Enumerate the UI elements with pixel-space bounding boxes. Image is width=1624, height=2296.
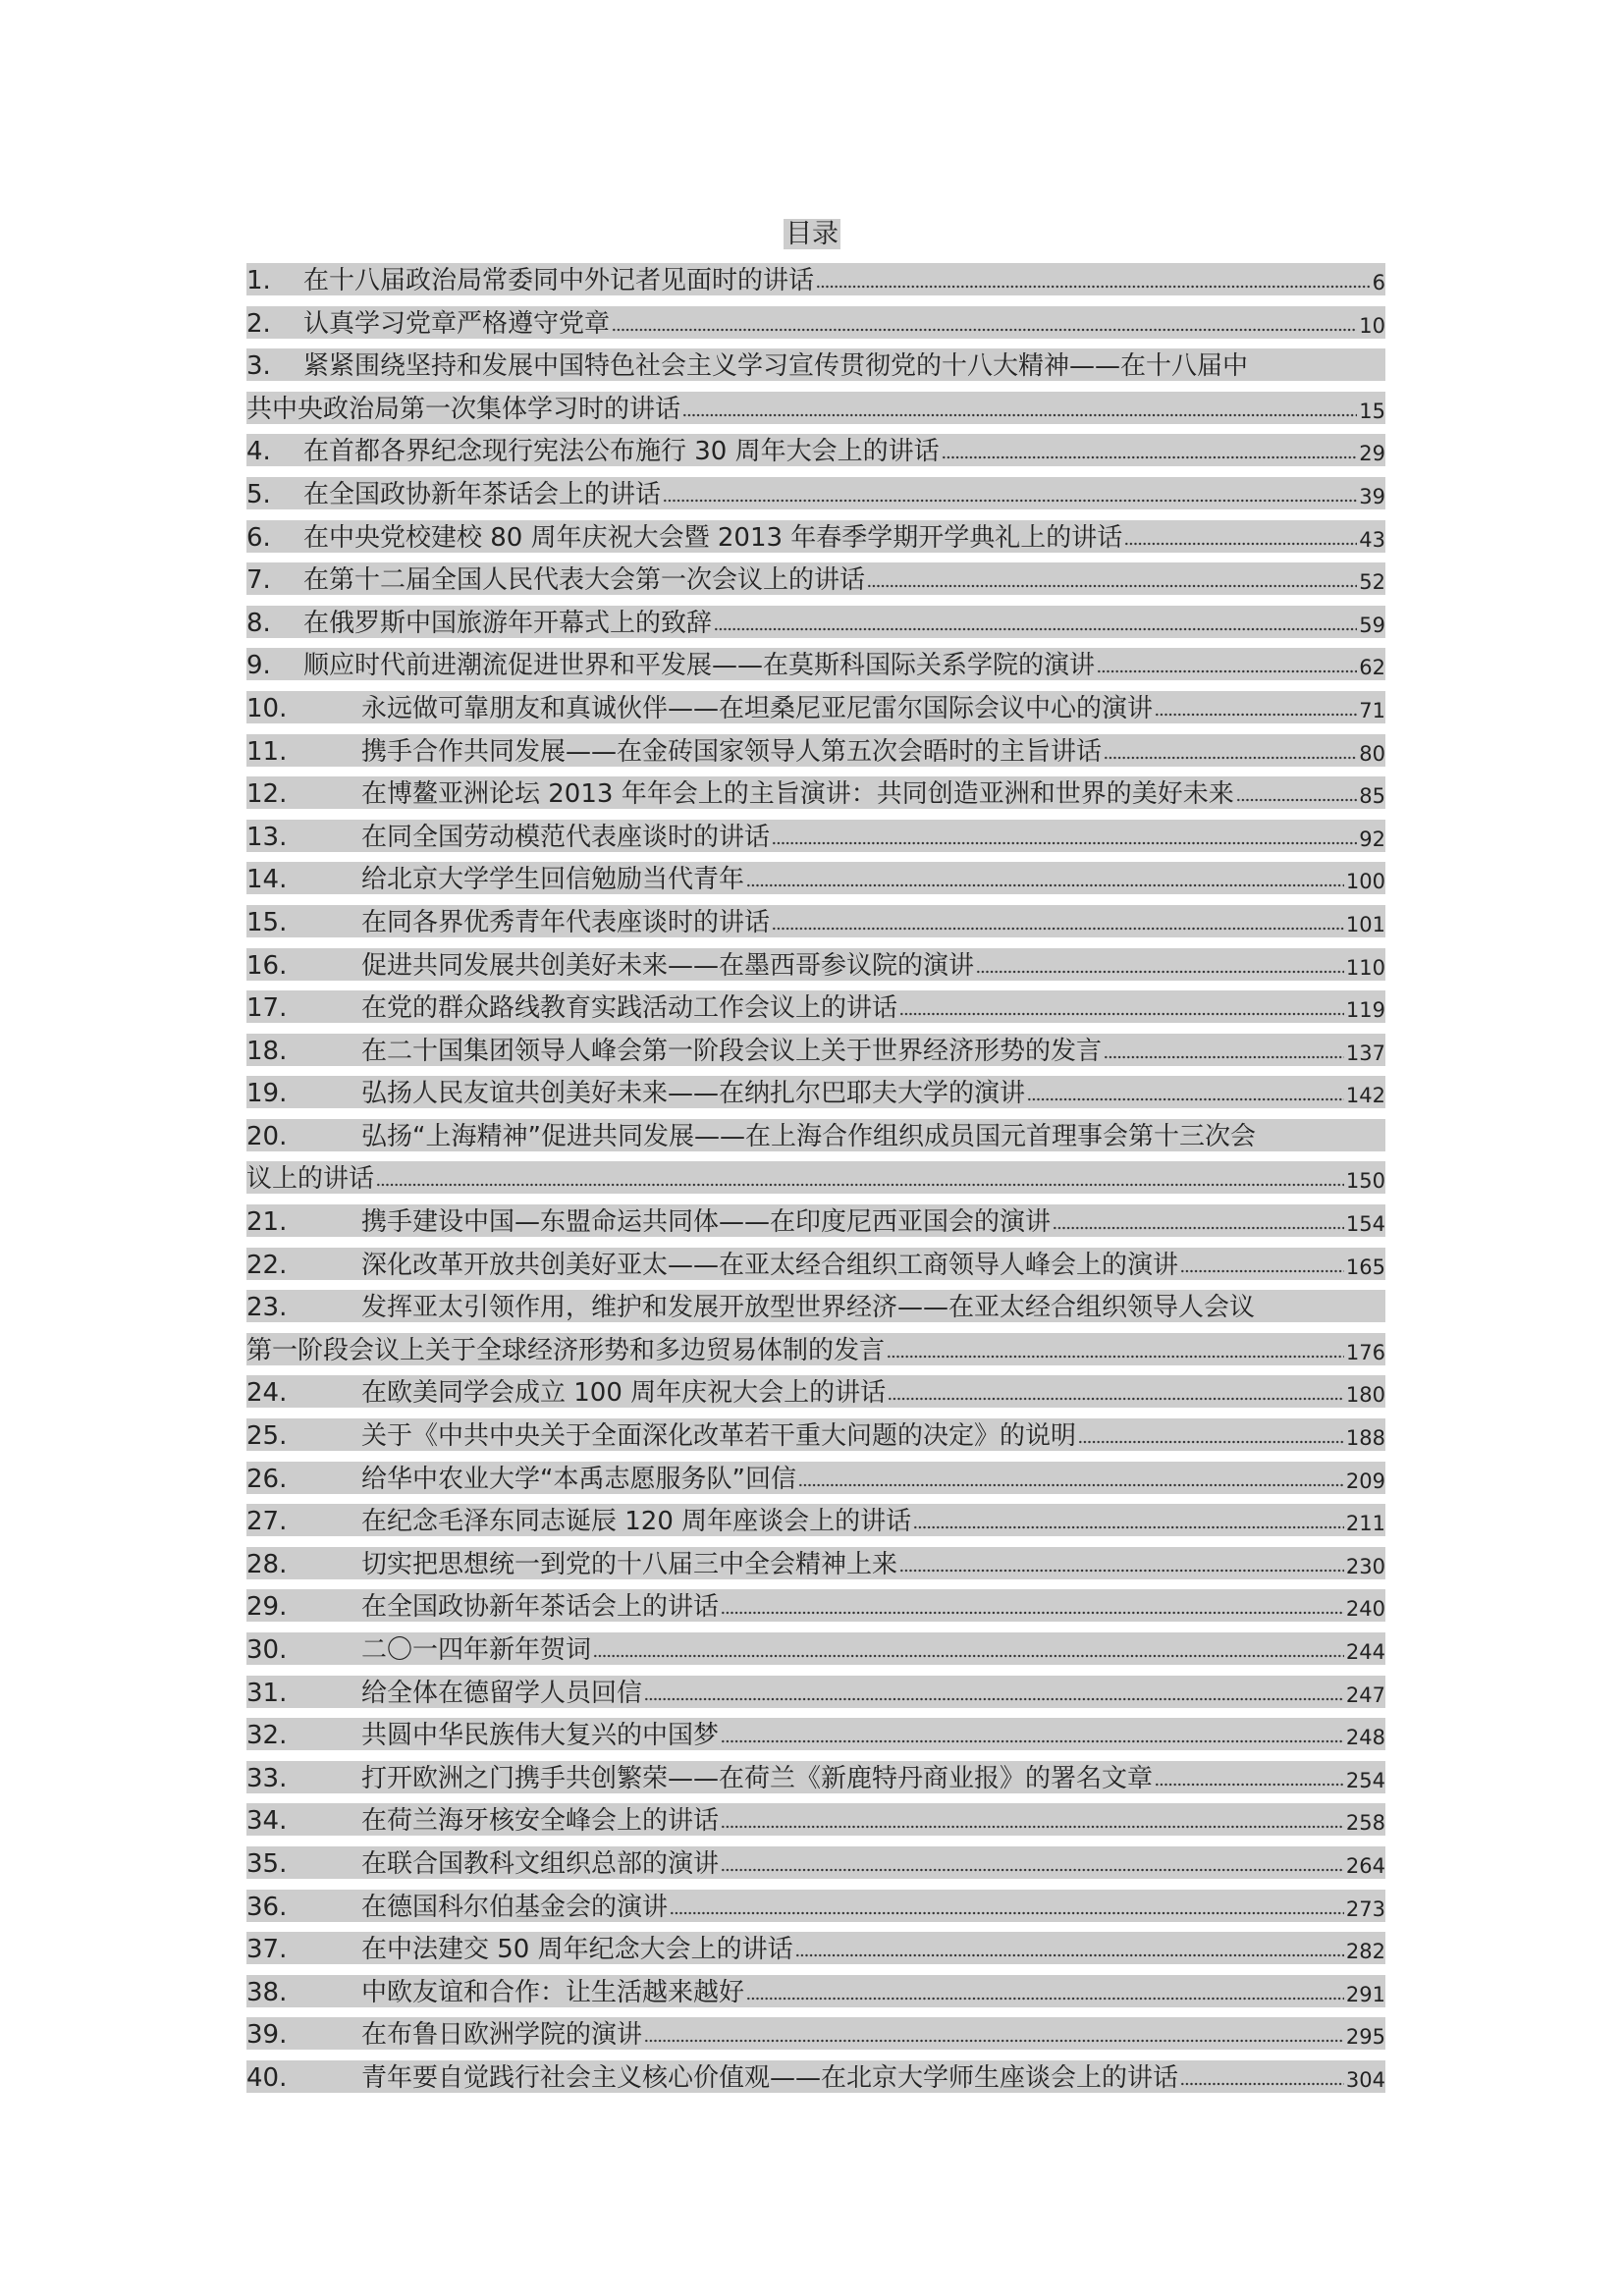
entry-title: 在荷兰海牙核安全峰会上的讲话 (361, 1806, 720, 1837)
toc-entry-row (246, 948, 1385, 981)
toc-entry[interactable] (246, 471, 1385, 514)
page-number: 71 (1359, 698, 1385, 722)
page-number: 188 (1345, 1426, 1385, 1451)
toc-entry[interactable] (246, 300, 1385, 344)
toc-entry-row (246, 1589, 1385, 1622)
entry-title: 紧紧围绕坚持和发展中国特色社会主义学习宣传贯彻党的十八大精神——在十八届中 (303, 351, 1249, 382)
entry-number: 19. (246, 1079, 288, 1109)
toc-entry[interactable] (246, 343, 1385, 386)
page-number: 142 (1345, 1084, 1385, 1108)
entry-number: 22. (246, 1250, 288, 1280)
page-number: 230 (1345, 1554, 1385, 1578)
entry-number: 9. (246, 651, 271, 681)
entry-title: 在党的群众路线教育实践活动工作会议上的讲话 (361, 993, 898, 1024)
dot-leader (976, 969, 1344, 975)
toc-entry-row (246, 648, 1385, 680)
dot-leader (714, 626, 1357, 632)
dot-leader (899, 1568, 1344, 1574)
page-number: 247 (1345, 1682, 1385, 1707)
toc-entry[interactable] (246, 856, 1385, 899)
toc-entry[interactable] (246, 1284, 1385, 1327)
toc-entry-row (246, 434, 1385, 466)
entry-title: 在博鳌亚洲论坛 2013 年年会上的主旨演讲：共同创造亚洲和世界的美好未来 (361, 779, 1234, 810)
entry-number: 15. (246, 907, 288, 937)
toc-entry-row (246, 1161, 1385, 1194)
entry-number: 16. (246, 950, 288, 981)
toc-entry[interactable] (246, 2011, 1385, 2055)
dot-leader (867, 583, 1357, 589)
page-number: 29 (1359, 442, 1385, 466)
toc-entry[interactable] (246, 1199, 1385, 1242)
dot-leader (772, 840, 1357, 846)
toc-entry[interactable] (246, 728, 1385, 772)
dot-leader (746, 882, 1344, 888)
dot-leader (682, 412, 1357, 418)
page-number: 211 (1345, 1512, 1385, 1536)
toc-entry[interactable] (246, 1070, 1385, 1113)
entry-title: 关于《中共中央关于全面深化改革若干重大问题的决定》的说明 (361, 1421, 1077, 1452)
entry-title: 在全国政协新年茶话会上的讲话 (303, 479, 662, 509)
entry-title: 在欧美同学会成立 100 周年庆祝大会上的讲话 (361, 1378, 887, 1409)
page-number: 6 (1372, 271, 1385, 294)
dot-leader (913, 1524, 1344, 1530)
dot-leader (644, 1696, 1344, 1702)
entry-title: 在德国科尔伯基金会的演讲 (361, 1892, 669, 1922)
page-number: 273 (1345, 1896, 1385, 1921)
toc-entry-row (246, 306, 1385, 339)
page-number: 10 (1359, 313, 1385, 338)
toc-entry-row (246, 691, 1385, 723)
toc-entry[interactable] (246, 1926, 1385, 1969)
page-number: 101 (1345, 912, 1385, 936)
toc-entry-row (246, 1846, 1385, 1879)
entry-number: 37. (246, 1935, 288, 1965)
entry-title: 在二十国集团领导人峰会第一阶段会议上关于世界经济形势的发言 (361, 1036, 1103, 1066)
dot-leader (593, 1653, 1344, 1659)
dot-leader (644, 2038, 1344, 2044)
toc-entry-row (246, 1676, 1385, 1708)
toc-entry-row (246, 1076, 1385, 1108)
dot-leader (1180, 2081, 1344, 2087)
toc-entry[interactable] (246, 514, 1385, 558)
toc-entry[interactable] (246, 814, 1385, 857)
toc-entry-row (246, 1975, 1385, 2007)
entry-number: 5. (246, 479, 271, 509)
toc-entry-row (246, 776, 1385, 809)
toc-entry[interactable] (246, 771, 1385, 814)
dot-leader (816, 284, 1371, 290)
entry-number: 14. (246, 865, 288, 895)
page-number: 295 (1345, 2025, 1385, 2050)
dot-leader (1078, 1439, 1344, 1445)
entry-number: 25. (246, 1421, 288, 1452)
entry-number: 27. (246, 1507, 288, 1537)
toc-entry-row (246, 2060, 1385, 2093)
toc-title-text: 目录 (785, 219, 839, 249)
page-number: 59 (1359, 613, 1385, 637)
entry-title: 在全国政协新年茶话会上的讲话 (361, 1592, 720, 1623)
toc-entry-continuation[interactable] (246, 386, 1385, 429)
toc-entry-row (246, 1718, 1385, 1750)
toc-entry-row (246, 1034, 1385, 1066)
page-number: 176 (1345, 1340, 1385, 1364)
dot-leader (721, 1867, 1344, 1873)
page-number: 282 (1345, 1940, 1385, 1964)
page-number: 62 (1359, 656, 1385, 680)
page-number: 110 (1345, 955, 1385, 980)
toc-entry[interactable] (246, 1413, 1385, 1456)
entry-title: 青年要自觉践行社会主义核心价值观——在北京大学师生座谈会上的讲话 (361, 2062, 1179, 2093)
toc-entry[interactable] (246, 1670, 1385, 1713)
page-number: 80 (1359, 741, 1385, 766)
page-number: 254 (1345, 1768, 1385, 1792)
entry-number: 6. (246, 522, 271, 553)
page-number: 100 (1345, 870, 1385, 894)
toc-entry[interactable] (246, 642, 1385, 685)
entry-number: 30. (246, 1635, 288, 1665)
toc-entry-row (246, 1248, 1385, 1280)
toc-entry-row (246, 905, 1385, 937)
dot-leader (746, 1996, 1344, 2002)
toc-entry[interactable] (246, 1712, 1385, 1755)
dot-leader (663, 498, 1357, 504)
toc-entry-row (246, 562, 1385, 595)
toc-entry-row (246, 1803, 1385, 1836)
entry-title: 中欧友谊和合作：让生活越来越好 (361, 1977, 745, 2007)
entry-title: 在十八届政治局常委同中外记者见面时的讲话 (303, 266, 815, 295)
page-number: 39 (1359, 484, 1385, 508)
entry-title: 在中法建交 50 周年纪念大会上的讲话 (361, 1935, 793, 1965)
toc-entry-row (246, 1375, 1385, 1408)
dot-leader (1180, 1268, 1344, 1274)
toc-entry-row (246, 1504, 1385, 1536)
entry-number: 39. (246, 2020, 288, 2051)
entry-number: 29. (246, 1592, 288, 1623)
toc-entry[interactable] (246, 1028, 1385, 1071)
dot-leader (942, 454, 1358, 460)
entry-number: 40. (246, 2062, 288, 2093)
toc-entry[interactable] (246, 1456, 1385, 1499)
toc-entry[interactable] (246, 1498, 1385, 1541)
toc-entry-row (246, 990, 1385, 1023)
toc-entry[interactable] (246, 1541, 1385, 1584)
toc-entry-row (246, 606, 1385, 638)
entry-title: 顺应时代前进潮流促进世界和平发展——在莫斯科国际关系学院的演讲 (303, 651, 1096, 681)
dot-leader (899, 1011, 1344, 1017)
entry-title: 在同各界优秀青年代表座谈时的讲话 (361, 907, 771, 937)
dot-leader (1155, 712, 1357, 718)
toc-entry[interactable] (246, 1969, 1385, 2012)
toc-entry[interactable] (246, 942, 1385, 986)
entry-title: 在首都各界纪念现行宪法公布施行 30 周年大会上的讲话 (303, 437, 940, 467)
dot-leader (376, 1182, 1344, 1188)
toc-entry[interactable] (246, 685, 1385, 728)
entry-title: 在中央党校建校 80 周年庆祝大会暨 2013 年春季学期开学典礼上的讲话 (303, 522, 1123, 553)
entry-number: 20. (246, 1121, 288, 1151)
toc-entry-row (246, 1462, 1385, 1494)
entry-title: 给全体在德留学人员回信 (361, 1678, 643, 1708)
entry-number: 34. (246, 1806, 288, 1837)
entry-number: 23. (246, 1293, 288, 1323)
entry-title: 促进共同发展共创美好未来——在墨西哥参议院的演讲 (361, 950, 975, 981)
dot-leader (1104, 755, 1357, 761)
dot-leader (721, 1824, 1344, 1830)
toc-entry-row (246, 1761, 1385, 1793)
entry-number: 3. (246, 351, 271, 382)
toc-entry[interactable] (246, 1797, 1385, 1841)
entry-number: 18. (246, 1036, 288, 1066)
toc-title (0, 218, 1624, 251)
entry-number: 38. (246, 1977, 288, 2007)
entry-title: 共中央政治局第一次集体学习时的讲话 (246, 394, 681, 424)
entry-title: 携手建设中国—东盟命运共同体——在印度尼西亚国会的演讲 (361, 1207, 1052, 1238)
page-number: 85 (1359, 784, 1385, 809)
entry-title: 携手合作共同发展——在金砖国家领导人第五次会晤时的主旨讲话 (361, 736, 1103, 767)
toc-entry[interactable] (246, 899, 1385, 942)
dot-leader (795, 1952, 1344, 1958)
toc-entry[interactable] (246, 985, 1385, 1028)
entry-number: 21. (246, 1207, 288, 1238)
toc-entry-row (246, 1204, 1385, 1237)
entry-number: 36. (246, 1892, 288, 1922)
dot-leader (772, 926, 1344, 932)
toc-entry-row (246, 2017, 1385, 2050)
page-number: 258 (1345, 1811, 1385, 1836)
toc-entry-row (246, 1290, 1385, 1322)
dot-leader (888, 1396, 1344, 1402)
dot-leader (721, 1610, 1344, 1616)
entry-number: 24. (246, 1378, 288, 1409)
dot-leader (1097, 668, 1357, 674)
entry-number: 7. (246, 565, 271, 596)
entry-title: 发挥亚太引领作用，维护和发展开放型世界经济——在亚太经合组织领导人会议 (361, 1293, 1256, 1323)
toc-entry-row (246, 1547, 1385, 1579)
toc-entry[interactable] (246, 600, 1385, 643)
toc-entry[interactable] (246, 1369, 1385, 1413)
toc-entry[interactable] (246, 1755, 1385, 1798)
entry-number: 4. (246, 437, 271, 467)
dot-leader (721, 1738, 1344, 1744)
page-number: 240 (1345, 1597, 1385, 1622)
toc-entry-continuation[interactable] (246, 1327, 1385, 1370)
toc-entry[interactable] (246, 428, 1385, 471)
toc-entry[interactable] (246, 1627, 1385, 1670)
toc-entry[interactable] (246, 1113, 1385, 1156)
entry-title: 认真学习党章严格遵守党章 (303, 308, 611, 339)
entry-number: 28. (246, 1549, 288, 1579)
entry-title: 二〇一四年新年贺词 (361, 1635, 592, 1665)
entry-title: 在第十二届全国人民代表大会第一次会议上的讲话 (303, 565, 866, 596)
dot-leader (798, 1482, 1344, 1488)
entry-title: 共圆中华民族伟大复兴的中国梦 (361, 1721, 720, 1751)
toc-entry-row (246, 263, 1385, 295)
entry-title: 深化改革开放共创美好亚太——在亚太经合组织工商领导人峰会上的演讲 (361, 1250, 1179, 1280)
entry-title: 弘扬“上海精神”促进共同发展——在上海合作组织成员国元首理事会第十三次会 (361, 1121, 1256, 1151)
toc-entry-row (246, 348, 1385, 381)
toc-entry[interactable] (246, 557, 1385, 600)
toc-entry-row (246, 1418, 1385, 1451)
dot-leader (1236, 797, 1358, 803)
entry-title: 弘扬人民友谊共创美好未来——在纳扎尔巴耶夫大学的演讲 (361, 1079, 1026, 1109)
entry-number: 8. (246, 608, 271, 638)
entry-number: 17. (246, 993, 288, 1024)
entry-title: 切实把思想统一到党的十八届三中全会精神上来 (361, 1549, 898, 1579)
toc-entry-row (246, 1632, 1385, 1665)
toc-entry-row (246, 862, 1385, 894)
toc-entry-row (246, 1890, 1385, 1922)
entry-title: 在同全国劳动模范代表座谈时的讲话 (361, 822, 771, 852)
page-number: 264 (1345, 1853, 1385, 1878)
page-number: 15 (1359, 399, 1385, 423)
entry-title: 议上的讲话 (246, 1164, 375, 1195)
page-number: 304 (1345, 2067, 1385, 2092)
toc-entry-row (246, 477, 1385, 509)
dot-leader (1027, 1096, 1344, 1102)
entry-title: 给北京大学学生回信勉励当代青年 (361, 865, 745, 895)
page-number: 244 (1345, 1640, 1385, 1664)
toc-entry[interactable] (246, 1242, 1385, 1285)
toc-entry-row (246, 734, 1385, 767)
page-number: 154 (1345, 1212, 1385, 1237)
toc-entry-row (246, 1119, 1385, 1151)
toc-entry-row (246, 1333, 1385, 1365)
toc-entry-row (246, 520, 1385, 553)
dot-leader (670, 1910, 1344, 1916)
toc-entry[interactable] (246, 1841, 1385, 1884)
entry-number: 1. (246, 266, 271, 295)
dot-leader (612, 327, 1357, 333)
toc-entry[interactable] (246, 1884, 1385, 1927)
entry-number: 12. (246, 779, 288, 810)
page-number: 150 (1345, 1169, 1385, 1194)
toc-entry[interactable] (246, 2055, 1385, 2098)
entry-number: 35. (246, 1848, 288, 1879)
entry-number: 2. (246, 308, 271, 339)
entry-number: 31. (246, 1678, 288, 1708)
dot-leader (1053, 1225, 1344, 1231)
page-number: 165 (1345, 1255, 1385, 1279)
entry-number: 13. (246, 822, 288, 852)
entry-title: 在纪念毛泽东同志诞辰 120 周年座谈会上的讲话 (361, 1507, 912, 1537)
entry-title: 给华中农业大学“本禹志愿服务队”回信 (361, 1464, 796, 1494)
toc-entry[interactable] (246, 257, 1385, 300)
dot-leader (1124, 541, 1357, 547)
entry-title: 在俄罗斯中国旅游年开幕式上的致辞 (303, 608, 713, 638)
entry-number: 33. (246, 1763, 288, 1793)
entry-number: 10. (246, 693, 288, 723)
dot-leader (1155, 1782, 1344, 1788)
page-number: 137 (1345, 1041, 1385, 1065)
dot-leader (1104, 1054, 1344, 1060)
entry-number: 11. (246, 736, 288, 767)
dot-leader (887, 1354, 1344, 1360)
page-number: 180 (1345, 1383, 1385, 1408)
page-number: 248 (1345, 1726, 1385, 1750)
toc-entry-row (246, 1932, 1385, 1964)
table-of-contents (246, 257, 1385, 2098)
page-number: 43 (1359, 527, 1385, 552)
entry-number: 32. (246, 1721, 288, 1751)
entry-title: 在联合国教科文组织总部的演讲 (361, 1848, 720, 1879)
toc-entry-row (246, 820, 1385, 852)
toc-entry-row (246, 392, 1385, 424)
page-number: 119 (1345, 998, 1385, 1023)
page-number: 291 (1345, 1982, 1385, 2006)
entry-title: 第一阶段会议上关于全球经济形势和多边贸易体制的发言 (246, 1335, 886, 1365)
entry-number: 26. (246, 1464, 288, 1494)
toc-entry-continuation[interactable] (246, 1155, 1385, 1199)
page-number: 92 (1359, 827, 1385, 851)
page-number: 52 (1359, 570, 1385, 595)
entry-title: 打开欧洲之门携手共创繁荣——在荷兰《新鹿特丹商业报》的署名文章 (361, 1763, 1154, 1793)
entry-title: 永远做可靠朋友和真诚伙伴——在坦桑尼亚尼雷尔国际会议中心的演讲 (361, 693, 1154, 723)
page-number: 209 (1345, 1468, 1385, 1493)
entry-title: 在布鲁日欧洲学院的演讲 (361, 2020, 643, 2051)
toc-entry[interactable] (246, 1583, 1385, 1627)
